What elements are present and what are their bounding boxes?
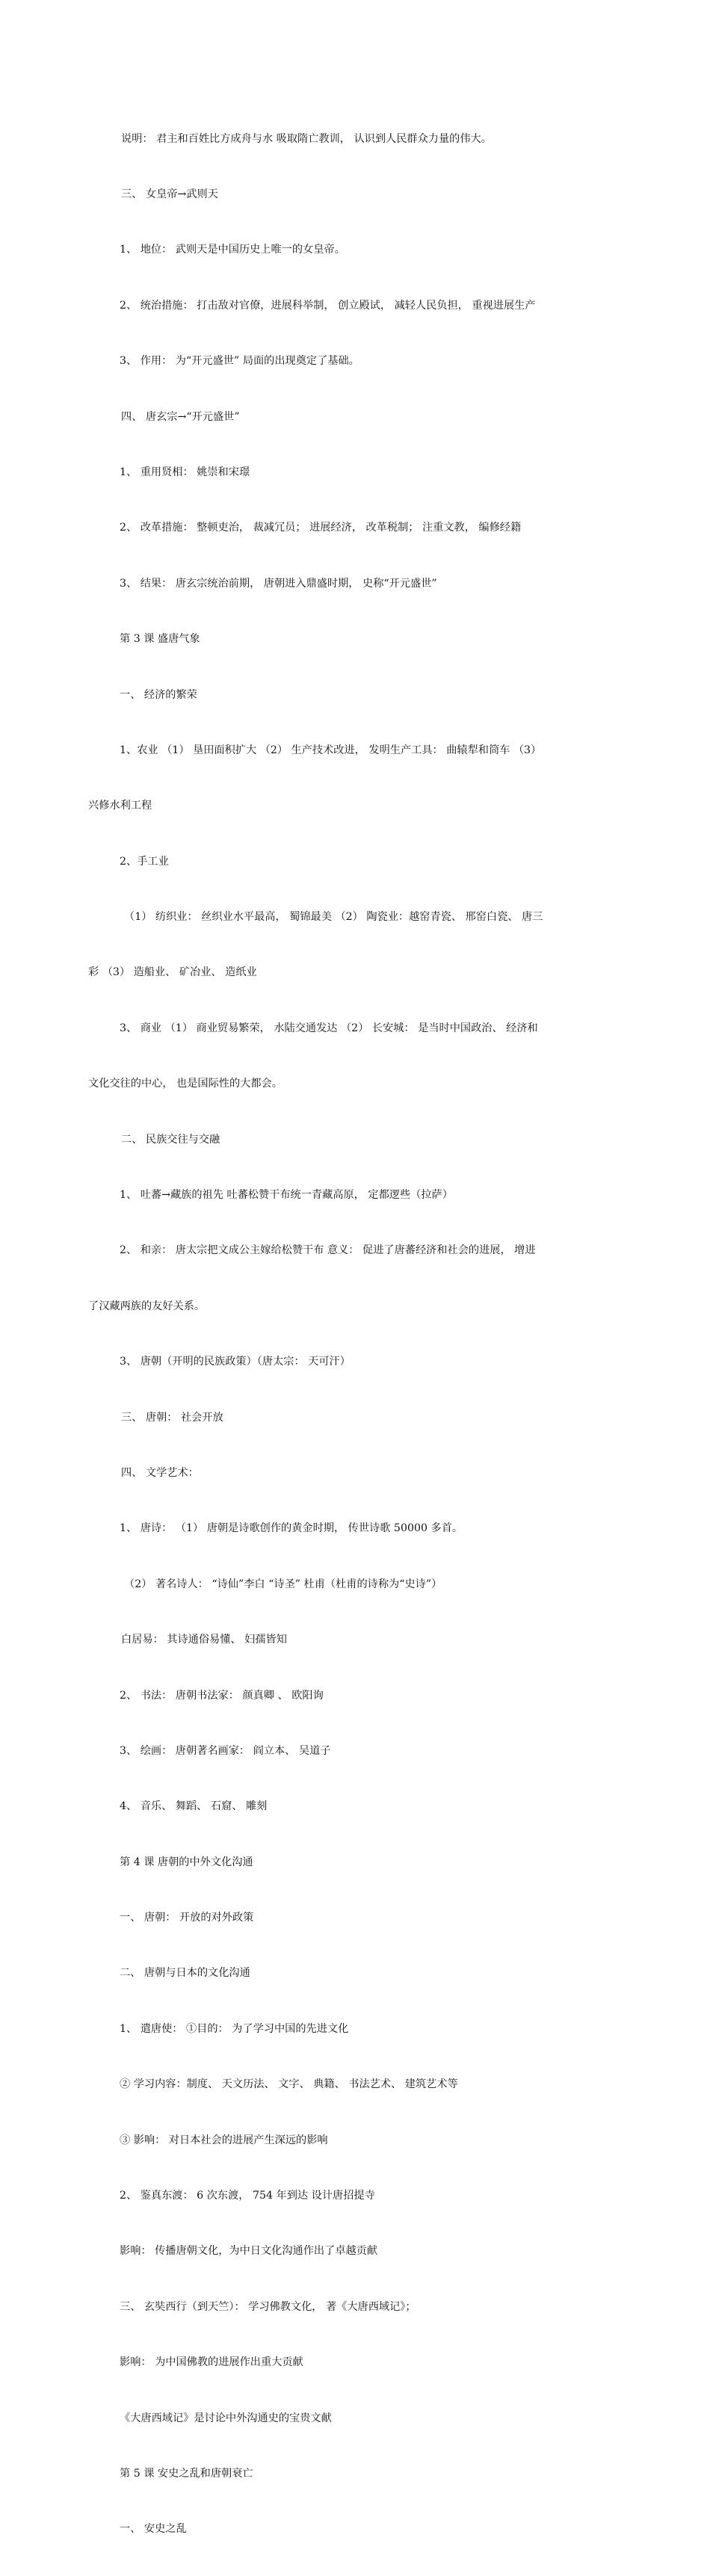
text-line: 了汉藏两族的友好关系。 xyxy=(88,1300,206,1312)
text-line: 2、 统治措施： 打击敌对官僚，进展科举制， 创立殿试， 减轻人民负担， 重视进展生产 xyxy=(120,299,536,312)
section-heading: 二、 民族交往与交融 xyxy=(121,1133,220,1146)
lesson-heading: 第 4 课 唐朝的中外文化沟通 xyxy=(120,1856,253,1868)
document-body xyxy=(88,93,604,2576)
section-heading: 四、 唐玄宗→“开元盛世” xyxy=(121,410,240,423)
text-line: 2、手工业 xyxy=(120,855,169,868)
text-line: 3、 绘画： 唐朝著名画家： 阎立本、 吴道子 xyxy=(120,1744,331,1757)
text-line: 4、 音乐、 舞蹈、 石窟、 雕刻 xyxy=(120,1800,268,1813)
text-line: 影响： 传播唐朝文化，为中日文化沟通作出了卓越贡献 xyxy=(120,2245,378,2258)
text-line: ② 学习内容：制度、 天文历法、 文字、 典籍、 书法艺术、 建筑艺术等 xyxy=(120,2078,458,2091)
text-line: 1、 遣唐使： ①目的： 为了学习中国的先进文化 xyxy=(120,2022,349,2035)
section-heading: 三、 女皇帝→武则天 xyxy=(121,188,218,200)
text-line: 兴修水利工程 xyxy=(88,800,152,812)
text-line: 白居易： 其诗通俗易懂、 妇孺皆知 xyxy=(121,1634,287,1646)
text-line: 影响： 为中国佛教的进展作出重大贡献 xyxy=(120,2356,303,2369)
text-line: 3、 作用： 为“开元盛世” 局面的出现奠定了基础。 xyxy=(120,355,359,368)
section-heading: 二、 唐朝与日本的文化沟通 xyxy=(120,1967,250,1980)
text-line: 《大唐西域记》是讨论中外沟通史的宝贵文献 xyxy=(120,2412,332,2424)
text-line: 1、 重用贤相： 姚崇和宋璟 xyxy=(120,466,250,478)
text-line: 1、 吐蕃→藏族的祖先 吐蕃松赞干布统一青藏高原， 定都逻些（拉萨） xyxy=(120,1189,453,1202)
text-line: 1、 地位： 武则天是中国历史上唯一的女皇帝。 xyxy=(120,244,345,256)
text-line: 2、 改革措施： 整顿吏治， 裁减冗员； 进展经济， 改革税制； 注重文教， 编修经籍 xyxy=(120,522,522,534)
text-line: 1、 唐诗： （1） 唐朝是诗歌创作的黄金时期， 传世诗歌 50000 多首。 xyxy=(120,1522,463,1535)
text-line: 说明： 君主和百姓比方成舟与水 吸取隋亡教训， 认识到人民群众力量的伟大。 xyxy=(121,132,492,145)
section-heading: 一、 唐朝： 开放的对外政策 xyxy=(120,1912,254,1924)
text-line: 彩 （3） 造船业、 矿冶业、 造纸业 xyxy=(88,966,257,979)
lesson-heading: 第 3 课 盛唐气象 xyxy=(120,633,200,646)
text-line: 3、 结果： 唐玄宗统治前期， 唐朝进入鼎盛时期， 史称“开元盛世” xyxy=(120,577,437,590)
lesson-heading: 第 5 课 安史之乱和唐朝衰亡 xyxy=(120,2468,253,2480)
section-heading: 四、 文学艺术： xyxy=(121,1466,199,1479)
text-line: 1、农业 （1） 垦田面积扩大 （2） 生产技术改进， 发明生产工具： 曲辕犁和筒车 （3） xyxy=(120,744,542,756)
text-line: 2、 鉴真东渡： 6 次东渡， 754 年到达 设计唐招提寺 xyxy=(120,2190,375,2202)
text-line: 3、 商业 （1） 商业贸易繁荣， 水陆交通发达 （2） 长安城： 是当时中国政治、 经济和 xyxy=(120,1022,538,1034)
section-heading: 一、 安史之乱 xyxy=(120,2523,187,2536)
text-line: （1） 纺织业： 丝织业水平最高， 蜀锦最美 （2） 陶瓷业：越窑青瓷、 邢窑白瓷、 唐三 xyxy=(124,911,543,924)
section-heading: 三、 唐朝： 社会开放 xyxy=(121,1411,223,1424)
text-line: 2、 和亲： 唐太宗把文成公主嫁给松赞干布 意义： 促进了唐蕃经济和社会的进展， 增进 xyxy=(120,1244,536,1257)
text-line: 文化交往的中心， 也是国际性的大都会。 xyxy=(88,1078,283,1090)
text-line: ③ 影响： 对日本社会的进展产生深远的影响 xyxy=(120,2134,328,2146)
text-line: （2） 著名诗人： “诗仙”李白 “诗圣” 杜甫（杜甫的诗称为“史诗”） xyxy=(124,1578,442,1590)
text-line: 3、 唐朝（开明的民族政策）（唐太宗： 天可汗） xyxy=(120,1356,351,1368)
section-heading: 三、 玄奘西行（到天竺）： 学习佛教文化， 著《大唐西域记》； xyxy=(120,2300,416,2313)
section-heading: 一、 经济的繁荣 xyxy=(120,688,197,701)
text-line: 2、 书法： 唐朝书法家： 颜真卿 、 欧阳询 xyxy=(120,1689,324,1702)
